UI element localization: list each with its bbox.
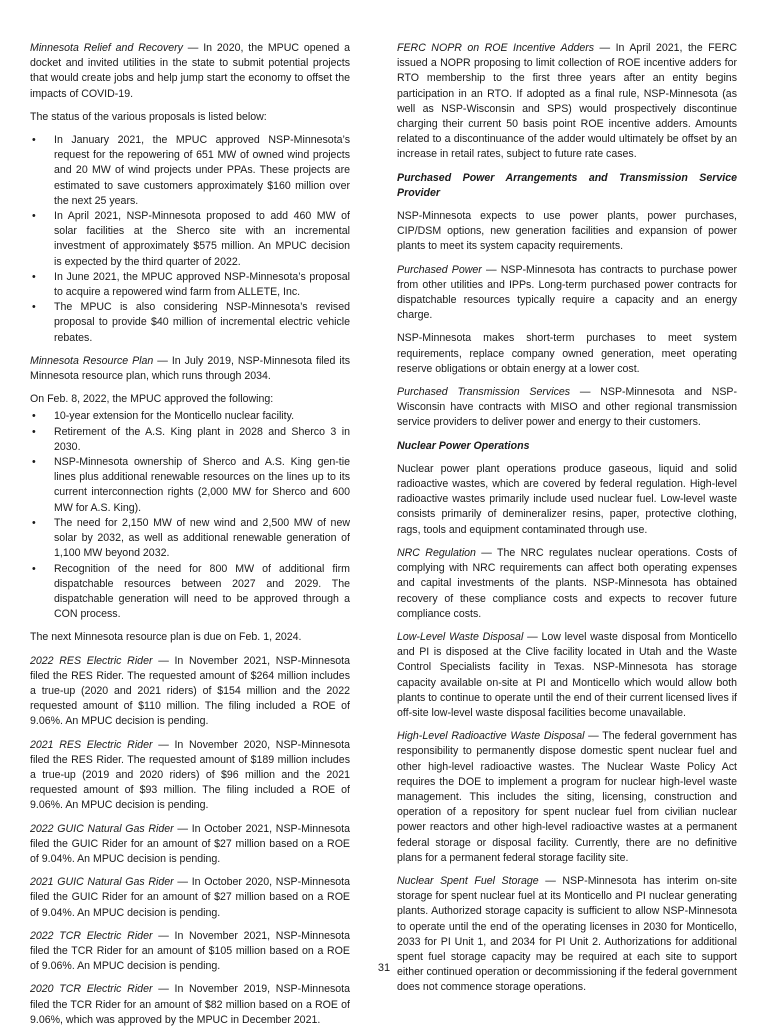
paragraph-title: Nuclear Spent Fuel Storage xyxy=(397,874,539,887)
paragraph-2021-res: 2021 RES Electric Rider — In November 2020, NSP-Minnesota filed the RES Rider. The requested amount of $189 million includes a true-up (2019 and 2020 riders) of $96 million and the 2021 requested amount of $93 million. The filing included a ROE of 9.06%. An MPUC decision is pending. xyxy=(30,738,350,812)
paragraph-next-plan: The next Minnesota resource plan is due on Feb. 1, 2024. xyxy=(30,631,302,644)
list-item: • In April 2021, NSP-Minnesota proposed to add 460 MW of solar facilities at the Sherco site with an incremental investment of approximately $575 million. An MPUC decision is expected by the third quarter of 2022. xyxy=(30,209,350,270)
paragraph-title: 2022 GUIC Natural Gas Rider xyxy=(30,822,174,835)
right-column xyxy=(397,41,737,1004)
list-item: • 10-year extension for the Monticello nuclear facility. xyxy=(30,409,350,424)
paragraph-title: Minnesota Relief and Recovery xyxy=(30,42,183,54)
paragraph-2022-guic: 2022 GUIC Natural Gas Rider — In October 2021, NSP-Minnesota filed the GUIC Rider for an amount of $27 million based on a ROE of 9.04%. An MPUC decision is pending. xyxy=(30,822,350,865)
approvals-list xyxy=(30,409,350,622)
paragraph-2021-guic: 2021 GUIC Natural Gas Rider — In October 2020, NSP-Minnesota filed the GUIC Rider for an amount of $27 million based on a ROE of 9.04%. An MPUC decision is pending. xyxy=(30,876,350,919)
list-item: • NSP-Minnesota ownership of Sherco and A.S. King gen-tie lines plus additional renewable resources on the lines up to its current interconnection rights (2,000 MW for Sherco and 600 MW for A.S. King). xyxy=(30,455,350,516)
paragraph-title: 2021 GUIC Natural Gas Rider xyxy=(30,876,174,889)
paragraph-title: High-Level Radioactive Waste Disposal xyxy=(397,730,585,743)
paragraph-resource-plan: Minnesota Resource Plan — In July 2019, NSP-Minnesota filed its Minnesota resource plan, which runs through 2034. xyxy=(30,354,350,383)
paragraph-title: FERC NOPR on ROE Incentive Adders xyxy=(397,42,595,54)
paragraph-capacity: NSP-Minnesota expects to use power plants, power purchases, CIP/DSM options, new generation facilities and expansion of power plants to meet its system capacity requirements. xyxy=(397,210,737,253)
paragraph-purchased-power: Purchased Power — NSP-Minnesota has contracts to purchase power from other utilities and IPPs. Long-term purchased power contracts for dispatchable resources typically require a capacity and an energy charge. xyxy=(397,263,737,322)
paragraph-relief-recovery: Minnesota Relief and Recovery — In 2020, the MPUC opened a docket and invited utilities in the state to submit potential projects that would create jobs and help jump start the economy to offset the impacts of COVID-19. xyxy=(30,42,350,100)
paragraph-spent-fuel: Nuclear Spent Fuel Storage — NSP-Minnesota has interim on-site storage for spent nuclear fuel at its Monticello and PI nuclear generating plants. Authorized storage capacity is sufficient to allow NSP-Minnesota to operate until the end of the operating licenses in 2030 for Monticello, 2033 for PI Unit 1, and 2034 for PI Unit 2. Authorizations for additional spent fuel storage capacity may be required at each site to support either continued operation or decommissioning if the federal government does not commence storage operations. xyxy=(397,874,737,994)
list-item: • In June 2021, the MPUC approved NSP-Minnesota’s proposal to acquire a repowered wind farm from ALLETE, Inc. xyxy=(30,270,350,300)
paragraph-title: Purchased Power xyxy=(397,263,482,276)
paragraph-high-level-waste: High-Level Radioactive Waste Disposal — The federal government has responsibility to permanently dispose domestic spent nuclear fuel and other high-level radioactive wastes. The Nuclear Waste Policy Act requires the DOE to implement a program for nuclear high-level waste management. This includes the siting, licensing, construction and operation of a repository for spent nuclear fuel from civilian nuclear power reactors and other high-level radioactive wastes at a permanent federal storage or disposal facility. Currently, there are no definitive plans for a permanent federal storage facility site. xyxy=(397,730,737,864)
paragraph-title: Purchased Transmission Services xyxy=(397,386,571,399)
paragraph-2022-res: 2022 RES Electric Rider — In November 2021, NSP-Minnesota filed the RES Rider. The requested amount of $264 million includes a true-up (2020 and 2021 riders) of $154 million and the 2022 requested amount of $110 million. The filing included a ROE of 9.06%. An MPUC decision is pending. xyxy=(30,654,350,728)
left-column xyxy=(30,41,350,1036)
paragraph-status-intro: The status of the various proposals is listed below: xyxy=(30,110,267,123)
paragraph-title: 2022 RES Electric Rider xyxy=(30,654,153,667)
paragraph-2022-tcr: 2022 TCR Electric Rider — In November 2021, NSP-Minnesota filed the TCR Rider for an amount of $105 million based on a ROE of 9.06%. An MPUC decision is pending. xyxy=(30,929,350,973)
proposals-list xyxy=(30,133,350,346)
paragraph-title: NRC Regulation xyxy=(397,546,476,559)
paragraph-title: Minnesota Resource Plan xyxy=(30,354,154,367)
list-item: • The MPUC is also considering NSP-Minnesota’s revised proposal to provide $40 million of incremental electric vehicle rebates. xyxy=(30,300,350,346)
list-item: • The need for 2,150 MW of new wind and 2,500 MW of new solar by 2032, as well as additional renewable generation of 1,100 MW beyond 2032. xyxy=(30,516,350,562)
section-heading-nuclear: Nuclear Power Operations xyxy=(397,439,530,452)
paragraph-approvals-intro: On Feb. 8, 2022, the MPUC approved the following: xyxy=(30,393,274,406)
paragraph-ferc-nopr: FERC NOPR on ROE Incentive Adders — In April 2021, the FERC issued a NOPR proposing to limit collection of ROE incentive adders for RTO membership to the first three years after an entity begins participation in an RTO. If adopted as a final rule, NSP-Minnesota (as well as NSP-Wisconsin and SPS) would prospectively discontinue charging their current 50 basis point ROE incentive adders. Amounts related to a discontinuance of the adder would ultimately be offset by an increase in retail rates, subject to future rate cases. xyxy=(397,42,737,161)
paragraph-2020-tcr: 2020 TCR Electric Rider — In November 2019, NSP-Minnesota filed the TCR Rider for an amount of $82 million based on a ROE of 9.06%, which was approved by the MPUC in December 2021. xyxy=(30,983,350,1026)
list-item: • In January 2021, the MPUC approved NSP-Minnesota’s request for the repowering of 651 MW of owned wind projects and 20 MW of wind projects under PPAs. These projects are estimated to save customers approximately $160 million over the next 25 years. xyxy=(30,133,350,209)
paragraph-nrc-regulation: NRC Regulation — The NRC regulates nuclear operations. Costs of complying with NRC requirements can affect both operating expenses and capital investments of the plants. NSP-Minnesota has obtained recovery of these compliance costs and expects to recover future compliance costs. xyxy=(397,546,737,620)
paragraph-title: 2022 TCR Electric Rider xyxy=(30,929,153,942)
list-item: • Recognition of the need for 800 MW of additional firm dispatchable resources between 2027 and 2029. The dispatchable generation will need to be approved through a CON process. xyxy=(30,562,350,623)
paragraph-transmission-services: Purchased Transmission Services — NSP-Minnesota and NSP-Wisconsin have contracts with MISO and other regional transmission service providers to deliver power and energy to their customers. xyxy=(397,386,737,429)
section-heading-purchased-power: Purchased Power Arrangements and Transmission Service Provider xyxy=(397,171,737,199)
page-number: 31 xyxy=(377,962,391,974)
paragraph-title: 2020 TCR Electric Rider xyxy=(30,983,153,996)
paragraph-nuclear-wastes: Nuclear power plant operations produce gaseous, liquid and solid radioactive wastes, which are covered by federal regulation. High-level radioactive wastes primarily include used nuclear fuel. Low-level waste consists primarily of demineralizer resins, paper, protective clothing, rags, tools and equipment contaminated through use. xyxy=(397,462,737,536)
list-item: • Retirement of the A.S. King plant in 2028 and Sherco 3 in 2030. xyxy=(30,425,350,455)
paragraph-title: Low-Level Waste Disposal xyxy=(397,630,524,643)
paragraph-short-term: NSP-Minnesota makes short-term purchases to meet system requirements, replace company owned generation, meet operating reserve obligations or obtain energy at a lower cost. xyxy=(397,332,737,375)
paragraph-title: 2021 RES Electric Rider xyxy=(30,738,153,751)
paragraph-low-level-waste: Low-Level Waste Disposal — Low level waste disposal from Monticello and PI is disposed at the Clive facility located in Utah and the Waste Control Specialists facility in Texas. NSP-Minnesota has storage capacity available on-site at PI and Monticello which would allow both plants to continue to operate until the end of their current licensed lives if off-site low-level waste disposal facilities become unavailable. xyxy=(397,630,737,719)
